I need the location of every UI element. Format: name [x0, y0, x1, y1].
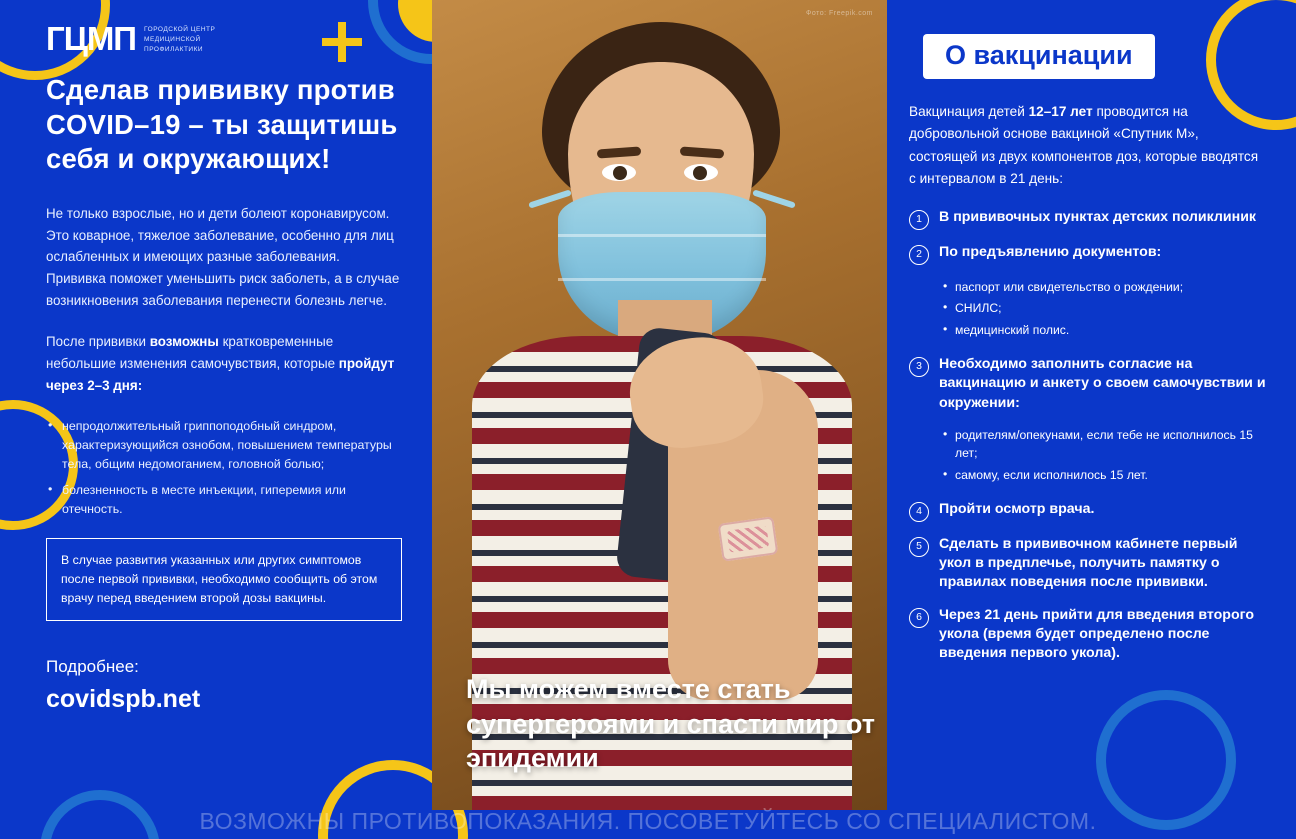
step-number: 2 — [909, 245, 929, 265]
figure-pupil-left — [613, 166, 627, 180]
bandage-icon — [718, 516, 779, 561]
intro-age-range: 12–17 лет — [1028, 104, 1093, 119]
side-effects-list — [46, 417, 402, 520]
notice-box: В случае развития указанных или других симптомов после первой прививки, необходимо сообщить об этом врачу перед введением второй дозы вакцины. — [46, 538, 402, 621]
figure-pupil-right — [693, 166, 707, 180]
logo — [46, 22, 402, 55]
step-number: 3 — [909, 357, 929, 377]
website-link[interactable]: covidspb.net — [46, 684, 201, 713]
list-item — [909, 535, 1266, 593]
disclaimer-footer: ВОЗМОЖНЫ ПРОТИВОПОКАЗАНИЯ. ПОСОВЕТУЙТЕСЬ СО СПЕЦИАЛИСТОМ. — [199, 807, 1097, 834]
side-effects-duration: пройдут через 2–3 дня: — [46, 356, 395, 393]
step-2-documents-list — [941, 278, 1266, 339]
section-title: О вакцинации — [923, 34, 1155, 79]
list-item — [909, 243, 1266, 265]
list-item: • самому, если исполнилось 15 лет. — [941, 466, 1266, 484]
step-number: 4 — [909, 502, 929, 522]
list-item: • непродолжительный гриппоподобный синдром, характеризующийся ознобом, повышением температуры тела, общим недомоганием, головной болью; — [46, 417, 402, 475]
intro-text-a: Вакцинация детей — [909, 104, 1029, 119]
steps-list — [909, 208, 1266, 664]
step-text: Необходимо заполнить согласие на вакцинацию и анкету о своем самочувствии и окружении: — [939, 356, 1266, 411]
logo-mark: ГЦМП — [46, 20, 137, 57]
list-item: • медицинский полис. — [941, 321, 1266, 339]
step-text: В прививочных пунктах детских поликлиник — [939, 209, 1257, 226]
list-item: • болезненность в месте инъекции, гиперемия или отечность. — [46, 481, 402, 519]
list-item — [909, 500, 1266, 522]
logo-subtitle-line-3: ПРОФИЛАКТИКИ — [144, 45, 204, 53]
step-number: 1 — [909, 210, 929, 230]
list-item — [909, 355, 1266, 413]
logo-subtitle-line-2: МЕДИЦИНСКОЙ — [144, 35, 201, 43]
headline: Сделав прививку против COVID–19 – ты защитишь себя и окружающих! — [46, 74, 398, 175]
side-effects-emphasis: возможны — [149, 334, 219, 350]
list-item — [909, 208, 1266, 230]
list-item — [909, 606, 1266, 664]
more-info-label: Подробнее: — [46, 656, 139, 676]
photo-caption: Мы можем вместе стать супергероями и спасти мир от эпидемии — [466, 674, 875, 774]
list-item: • СНИЛС; — [941, 299, 1266, 317]
logo-subtitle — [144, 22, 215, 54]
photo-credit: Фото: Freepik.com — [806, 10, 873, 17]
step-3-consent-list — [941, 426, 1266, 484]
vaccination-intro — [909, 101, 1266, 190]
step-number: 5 — [909, 537, 929, 557]
step-text: Сделать в прививочном кабинете первый укол в предплечье, получить памятку о правилах поведения после прививки. — [939, 535, 1238, 591]
list-item: • родителям/опекунами, если тебе не исполнилось 15 лет; — [941, 426, 1266, 463]
right-column — [887, 0, 1296, 839]
step-text: Пройти осмотр врача. — [939, 500, 1095, 517]
step-text: Через 21 день прийти для введения второго укола (время будет определено после введения первого укола). — [939, 606, 1255, 662]
photo-boy-with-mask — [432, 0, 887, 810]
list-item: • паспорт или свидетельство о рождении; — [941, 278, 1266, 296]
left-column — [0, 0, 432, 839]
side-effects-text-c: кратковременные небольшие изменения самочувствия, которые — [46, 334, 339, 372]
logo-subtitle-line-1: ГОРОДСКОЙ ЦЕНТР — [144, 26, 216, 33]
intro-paragraph: Не только взрослые, но и дети болеют коронавирусом. Это коварное, тяжелое заболевание, особенно для лиц ослабленных и имеющих разные заболевания. Прививка поможет уменьшить риск заболеть, а в случае возникновения заболевания перенести болезнь легче. — [46, 205, 400, 308]
side-effects-text-a: После прививки — [46, 334, 150, 350]
step-text: По предъявлению документов: — [939, 244, 1162, 261]
step-number: 6 — [909, 608, 929, 628]
side-effects-paragraph — [46, 331, 402, 396]
intro-text-c: проводится на добровольной основе вакциной «Спутник М», состоящей из двух компонентов доз, которые вводятся с интервалом в 21 день: — [909, 104, 1259, 186]
